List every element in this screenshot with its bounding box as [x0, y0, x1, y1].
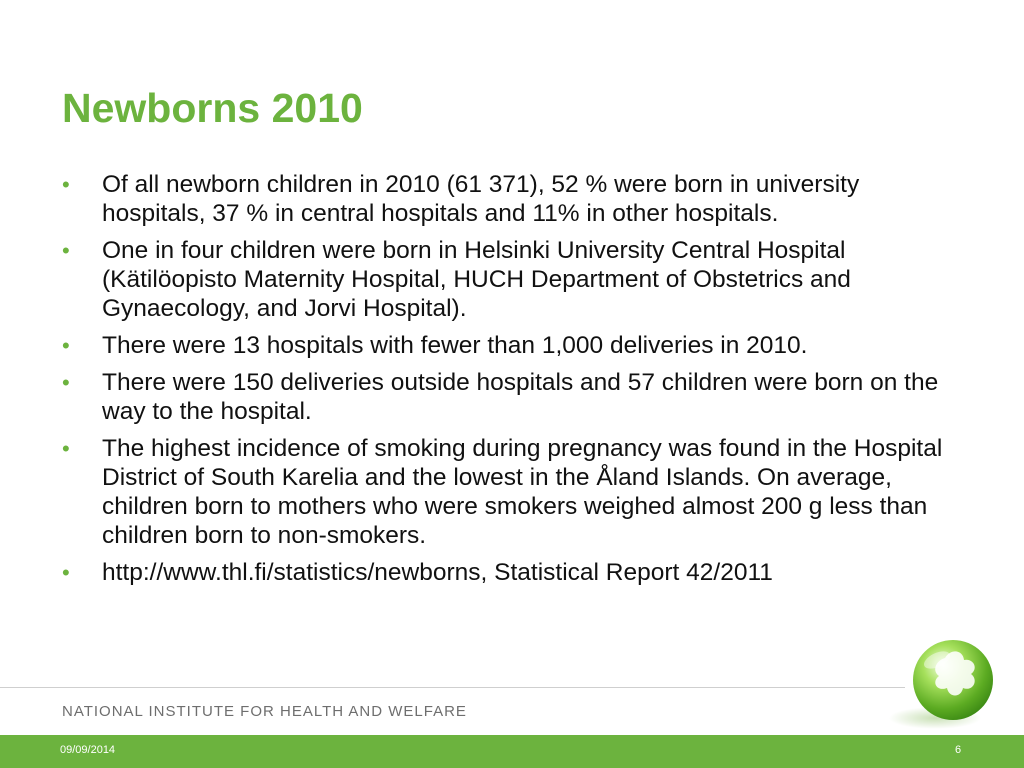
bullet-marker: • — [62, 370, 70, 395]
bullet-text: Of all newborn children in 2010 (61 371), 52 % were born in university hospitals, 37 % in central hospitals and 11% in other hospitals. — [102, 171, 860, 227]
bullet-text-link[interactable]: http://www.thl.fi/statistics/newborns, Statistical Report 42/2011 — [102, 559, 773, 586]
bullet-text: One in four children were born in Helsinki University Central Hospital (Kätilöopisto Maternity Hospital, HUCH Department of Obstetrics and Gynaecology, and Jorvi Hospital). — [102, 237, 851, 322]
bullet-text: The highest incidence of smoking during pregnancy was found in the Hospital District of South Karelia and the lowest in the Åland Islands. On average, children born to mothers who were smokers weighed almost 200 g less than children born to non-smokers. — [102, 435, 943, 549]
bullet-marker: • — [62, 238, 70, 263]
footer-divider — [0, 687, 905, 688]
page-number: 6 — [955, 744, 962, 756]
bullet-item — [62, 368, 962, 426]
bullet-item — [62, 434, 962, 550]
slide-date: 09/09/2014 — [60, 744, 116, 756]
bullet-item — [62, 170, 962, 228]
footer-bar — [0, 735, 1024, 768]
bullet-item — [62, 236, 962, 323]
bullet-marker: • — [62, 172, 70, 197]
bullet-text: There were 150 deliveries outside hospitals and 57 children were born on the way to the hospital. — [102, 369, 939, 425]
bullet-marker: • — [62, 560, 70, 585]
organization-name: NATIONAL INSTITUTE FOR HEALTH AND WELFARE — [62, 703, 467, 720]
green-globe-leaf-icon — [887, 636, 999, 732]
bullet-marker: • — [62, 436, 70, 461]
bullet-item — [62, 558, 962, 587]
bullet-item — [62, 331, 962, 360]
slide-title: Newborns 2010 — [62, 85, 363, 131]
bullet-text: There were 13 hospitals with fewer than 1,000 deliveries in 2010. — [102, 332, 808, 359]
bullet-list — [62, 170, 962, 595]
bullet-marker: • — [62, 333, 70, 358]
